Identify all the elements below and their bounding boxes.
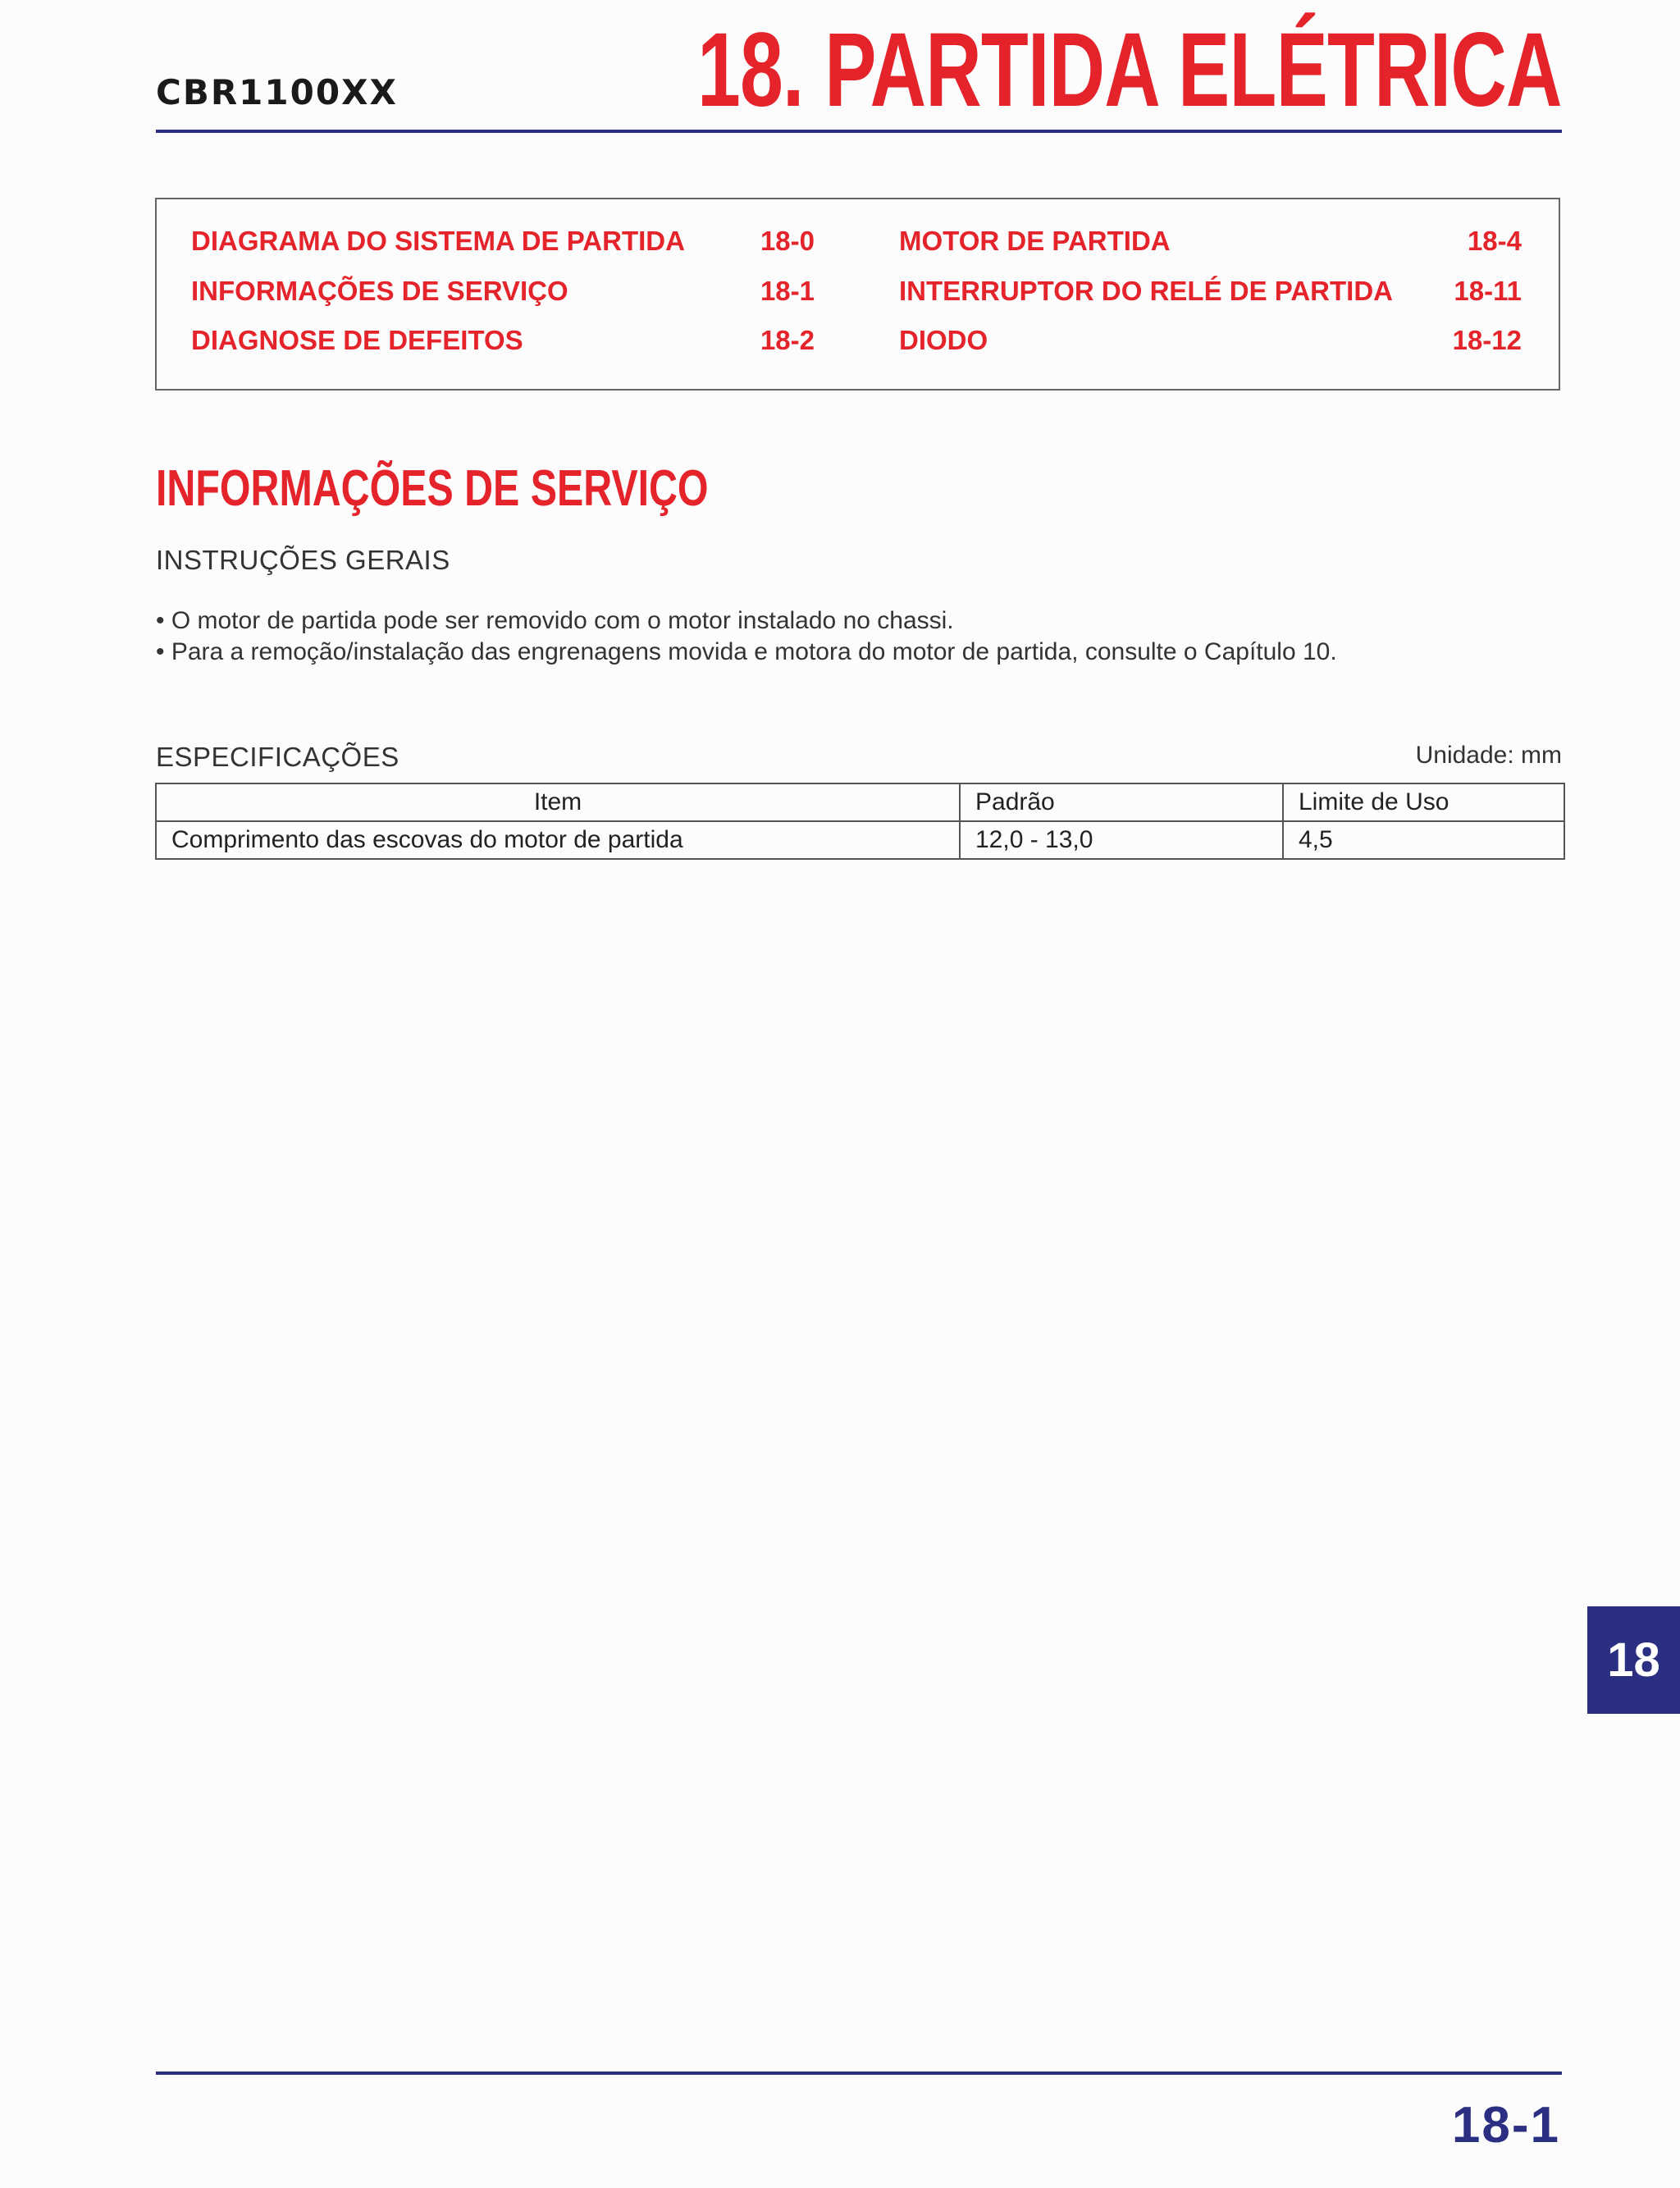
toc-entry-troubleshooting[interactable]: DIAGNOSE DE DEFEITOS — [191, 325, 523, 355]
table-of-contents — [155, 198, 1560, 391]
toc-page-number: 18-1 — [760, 276, 815, 306]
specifications-table — [155, 783, 1565, 860]
toc-entry-starting-system-diagram[interactable]: DIAGRAMA DO SISTEMA DE PARTIDA — [191, 226, 685, 256]
cell-standard: 12,0 - 13,0 — [960, 821, 1283, 859]
toc-page-number: 18-0 — [760, 226, 815, 256]
bullet-item: • O motor de partida pode ser removido com o motor instalado no chassi. — [156, 607, 954, 634]
unit-label: Unidade: mm — [1415, 742, 1562, 769]
chapter-title: 18. PARTIDA ELÉTRICA — [697, 11, 1562, 129]
column-header-standard: Padrão — [960, 783, 1283, 821]
toc-page-number: 18-12 — [1452, 325, 1522, 355]
toc-entry-diode[interactable]: DIODO — [899, 325, 988, 355]
header-rule — [156, 130, 1562, 133]
column-header-service-limit: Limite de Uso — [1283, 783, 1564, 821]
toc-entry-starter-relay-switch[interactable]: INTERRUPTOR DO RELÉ DE PARTIDA — [899, 276, 1393, 306]
cell-item: Comprimento das escovas do motor de partida — [156, 821, 960, 859]
column-header-item: Item — [156, 783, 960, 821]
general-instructions-heading: INSTRUÇÕES GERAIS — [156, 545, 450, 575]
toc-page-number: 18-2 — [760, 325, 815, 355]
table-header-row — [156, 783, 1564, 821]
toc-entry-starter-motor[interactable]: MOTOR DE PARTIDA — [899, 226, 1171, 256]
specifications-heading: ESPECIFICAÇÕES — [156, 742, 399, 772]
chapter-tab: 18 — [1587, 1606, 1680, 1714]
model-name: CBR1100XX — [156, 72, 398, 112]
section-heading: INFORMAÇÕES DE SERVIÇO — [156, 460, 709, 517]
toc-page-number: 18-4 — [1467, 226, 1522, 256]
cell-service-limit: 4,5 — [1283, 821, 1564, 859]
page-number: 18-1 — [1451, 2097, 1560, 2154]
footer-rule — [156, 2072, 1562, 2075]
table-row — [156, 821, 1564, 859]
toc-page-number: 18-11 — [1454, 276, 1522, 306]
toc-entry-service-information[interactable]: INFORMAÇÕES DE SERVIÇO — [191, 276, 568, 306]
bullet-item: • Para a remoção/instalação das engrenagens movida e motora do motor de partida, consulte o Capítulo 10. — [156, 638, 1337, 665]
